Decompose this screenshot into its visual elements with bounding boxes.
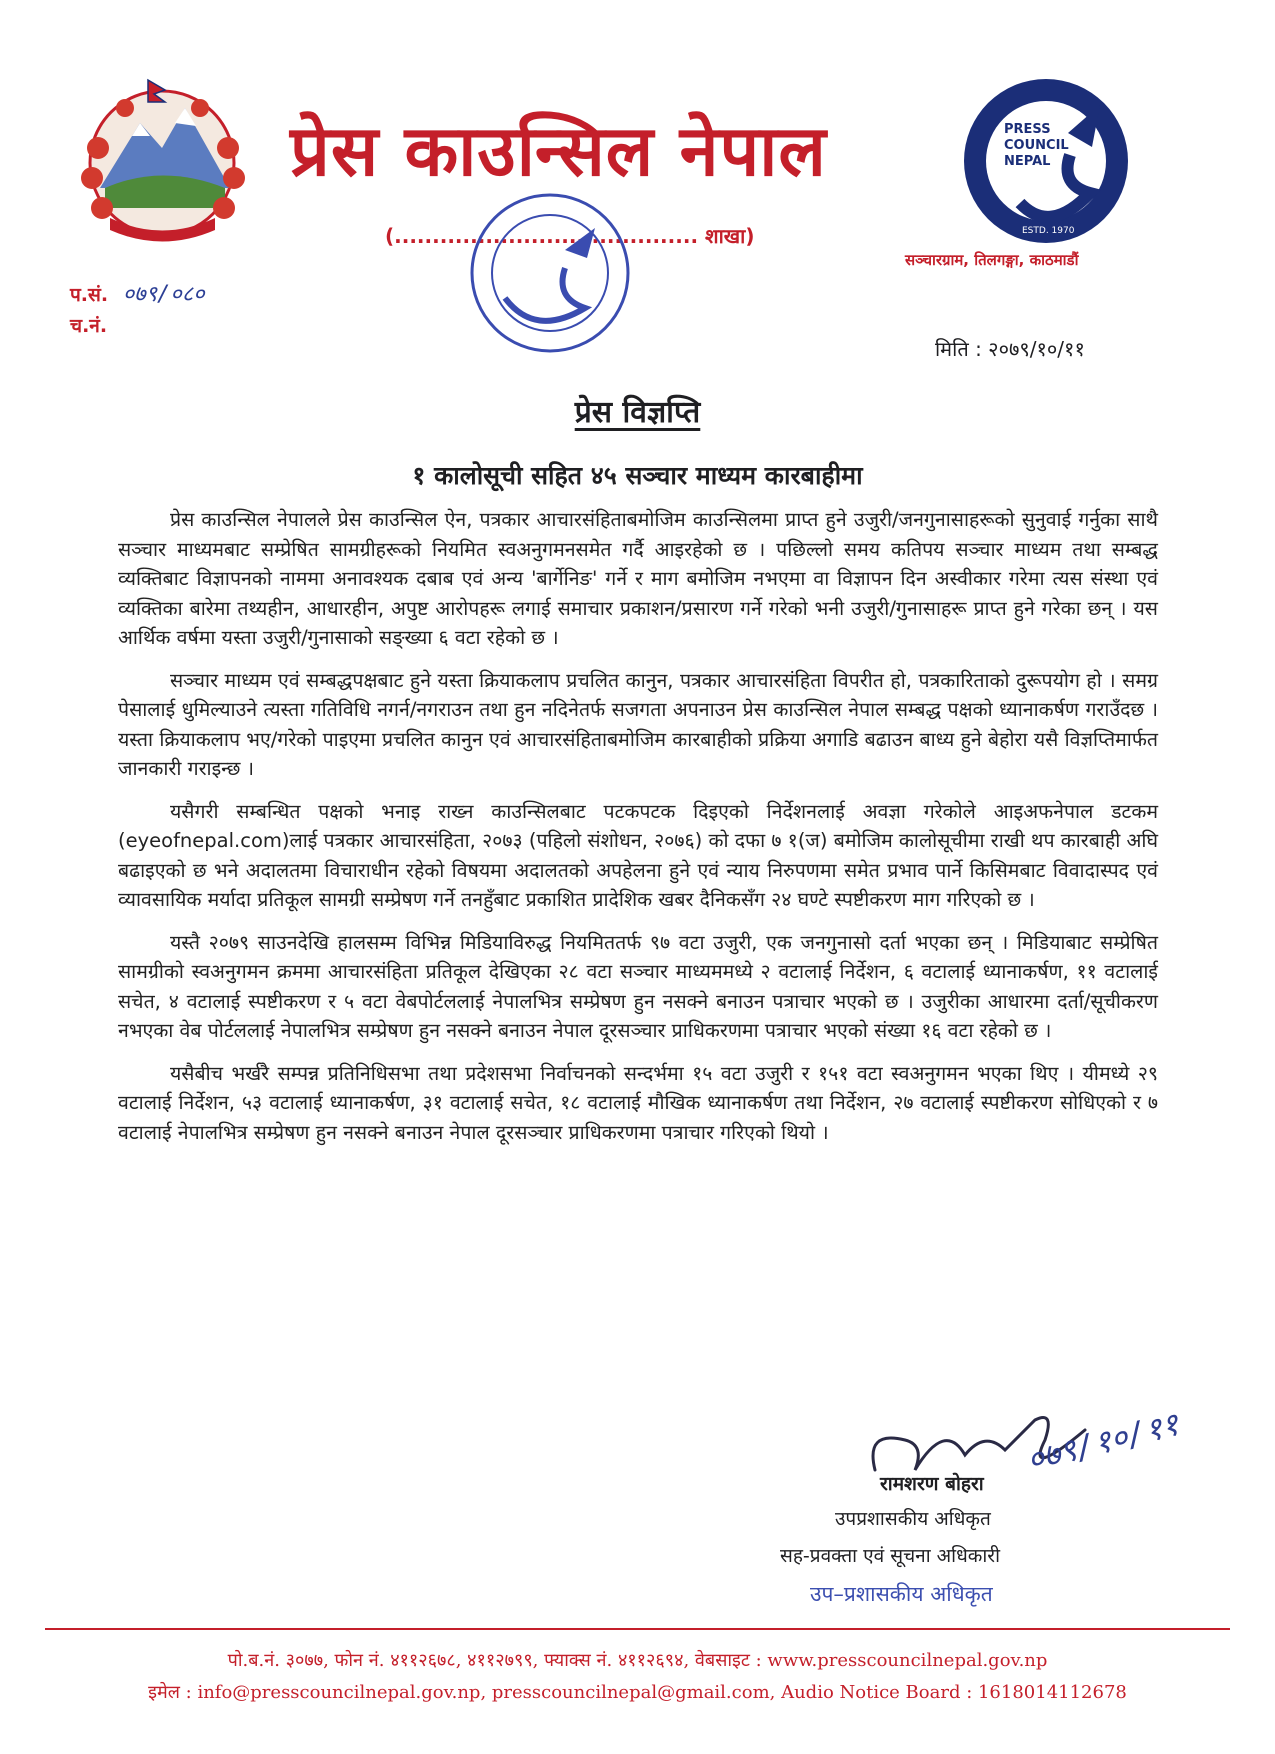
ps-label: प.सं. bbox=[70, 284, 109, 306]
press-release-body bbox=[118, 505, 1158, 1160]
body-paragraph: यस्तै २०७९ साउनदेखि हालसम्म विभिन्न मिडियाविरुद्ध नियमिततर्फ ९७ वटा उजुरी, एक जनगुनासो दर्ता भएका छन् । मिडियाबाट सम्प्रेषित सामग्रीको स्वअनुगमन क्रममा आचारसंहिता प्रतिकूल देखिएका २८ वटा सञ्चार माध्यममध्ये २ वटालाई निर्देशन, ६ वटालाई ध्यानाकर्षण, ११ वटालाई सचेत, ४ वटालाई स्पष्टीकरण र ५ वटा वेबपोर्टललाई नेपालभित्र सम्प्रेषण हुन नसक्ने बनाउन पत्राचार भएको छ । उजुरीका आधारमा दर्ता/सूचीकरण नभएका वेब पोर्टललाई नेपालभित्र सम्प्रेषण हुन नसक्ने बनाउन नेपाल दूरसञ्चार प्राधिकरणमा पत्राचार भएको संख्या १६ वटा रहेको छ । bbox=[118, 930, 1158, 1042]
reference-number-line bbox=[70, 278, 205, 308]
footer-email-line: इमेल : info@presscouncilnepal.gov.np, presscouncilnepal@gmail.com, Audio Notice Board : 1618014112678 bbox=[148, 1682, 1127, 1703]
press-council-logo-icon bbox=[960, 75, 1132, 247]
signatory-name: रामशरण बोहरा bbox=[880, 1473, 984, 1495]
body-paragraph: सञ्चार माध्यम एवं सम्बद्धपक्षबाट हुने यस्ता क्रियाकलाप प्रचलित कानुन, पत्रकार आचारसंहिता विपरीत हो, पत्रकारिताको दुरूपयोग हो । समग्र पेसालाई धुमिल्याउने त्यस्ता गतिविधि नगर्न/नगराउन तथा हुन नदिनेतर्फ सजगता अपनाउन प्रेस काउन्सिल नेपाल सम्बद्ध पक्षको ध्यानाकर्षण गराउँदछ । यस्ता क्रियाकलाप भए/गरेको पाइएमा प्रचलित कानुन एवं आचारसंहिताबमोजिम कारबाहीको प्रक्रिया अगाडि बढाउन बाध्य हुने बेहोरा यसै विज्ञप्तिमार्फत जानकारी गराइन्छ । bbox=[118, 668, 1158, 780]
press-release-subtitle: १ कालोसूची सहित ४५ सञ्चार माध्यम कारबाहीमा bbox=[412, 461, 863, 490]
footer-contact-line: पो.ब.नं. ३०७७, फोन नं. ४११२६७८, ४११२७९९, फ्याक्स नं. ४११२६९४, वेबसाइट : www.presscouncilnepal.gov.np bbox=[227, 1650, 1048, 1671]
ps-value: ०७९/०८० bbox=[122, 282, 205, 307]
press-release-title: प्रेस विज्ञप्ति bbox=[574, 395, 701, 430]
dispatch-number-line bbox=[70, 312, 115, 338]
designation-stamp: उप–प्रशासकीय अधिकृत bbox=[810, 1582, 993, 1606]
svg-text:ESTD. 1970: ESTD. 1970 bbox=[1022, 226, 1075, 236]
svg-text:COUNCIL: COUNCIL bbox=[1004, 138, 1069, 153]
nepal-emblem-icon bbox=[70, 68, 255, 253]
letter-date: मिति : २०७९/१०/११ bbox=[935, 337, 1085, 361]
branch-line: (........................................ शाखा) bbox=[385, 224, 755, 248]
council-name-heading: प्रेस काउन्सिल नेपाल bbox=[290, 110, 827, 192]
body-paragraph: प्रेस काउन्सिल नेपालले प्रेस काउन्सिल ऐन, पत्रकार आचारसंहिताबमोजिम काउन्सिलमा प्राप्त हुने उजुरी/जनगुनासाहरूको सुनुवाई गर्नुका साथै सञ्चार माध्यमबाट सम्प्रेषित सामग्रीहरूको नियमित स्वअनुगमनसमेत गर्दै आइरहेको छ । पछिल्लो समय कतिपय सञ्चार माध्यम तथा सम्बद्ध व्यक्तिबाट विज्ञापनको नाममा अनावश्यक दबाब एवं अन्य 'बार्गेनिङ' गर्ने र माग बमोजिम नभएमा वा विज्ञापन दिन अस्वीकार गरेमा त्यस संस्था एवं व्यक्तिका बारेमा तथ्यहीन, आधारहीन, अपुष्ट आरोपहरू लगाई समाचार प्रकाशन/प्रसारण गर्ने गरेको भनी उजुरी/गुनासाहरू प्राप्त हुने गरेका छन् । यस आर्थिक वर्षमा यस्ता उजुरी/गुनासाको सङ्ख्या ६ वटा रहेको छ । bbox=[118, 508, 1158, 649]
body-paragraph: यसैबीच भर्खरै सम्पन्न प्रतिनिधिसभा तथा प्रदेशसभा निर्वाचनको सन्दर्भमा १५ वटा उजुरी र १५१ वटा स्वअनुगमन भएका थिए । यीमध्ये २९ वटालाई निर्देशन, ५३ वटालाई ध्यानाकर्षण, ३१ वटालाई सचेत, १८ वटालाई मौखिक ध्यानाकर्षण तथा निर्देशन, २७ वटालाई स्पष्टीकरण सोधिएको र ७ वटालाई नेपालभित्र सम्प्रेषण हुन नसक्ने बनाउन नेपाल दूरसञ्चार प्राधिकरणमा पत्राचार गरिएको थियो । bbox=[118, 1061, 1158, 1144]
footer-divider bbox=[45, 1628, 1230, 1630]
cn-label: च.नं. bbox=[70, 315, 108, 337]
svg-text:NEPAL: NEPAL bbox=[1004, 154, 1051, 169]
signatory-role: सह-प्रवक्ता एवं सूचना अधिकारी bbox=[780, 1545, 1000, 1567]
signatory-post: उपप्रशासकीय अधिकृत bbox=[835, 1508, 991, 1530]
office-stamp-icon bbox=[465, 188, 635, 358]
body-paragraph: यसैगरी सम्बन्धित पक्षको भनाइ राख्न काउन्सिलबाट पटकपटक दिइएको निर्देशनलाई अवज्ञा गरेकोले आइअफनेपाल डटकम (eyeofnepal.com)लाई पत्रकार आचारसंहिता, २०७३ (पहिलो संशोधन, २०७६) को दफा ७ १(ज) बमोजिम कालोसूचीमा राखी थप कारबाही अघि बढाइएको छ भने अदालतमा विचाराधीन रहेको विषयमा अदालतको अपहेलना हुने एवं न्याय निरुपणमा समेत प्रभाव पार्ने किसिमबाट विवादास्पद एवं व्यावसायिक मर्यादा प्रतिकूल सामग्री सम्प्रेषण गर्ने तनहुँबाट प्रकाशित प्रादेशिक खबर दैनिकसँग २४ घण्टे स्पष्टीकरण माग गरिएको छ । bbox=[118, 799, 1158, 911]
svg-text:PRESS: PRESS bbox=[1004, 122, 1051, 137]
signature-date: ०७९/१०/११ bbox=[1022, 1404, 1183, 1480]
office-address: सञ्चारग्राम, तिलगङ्गा, काठमाडौं bbox=[905, 251, 1079, 269]
